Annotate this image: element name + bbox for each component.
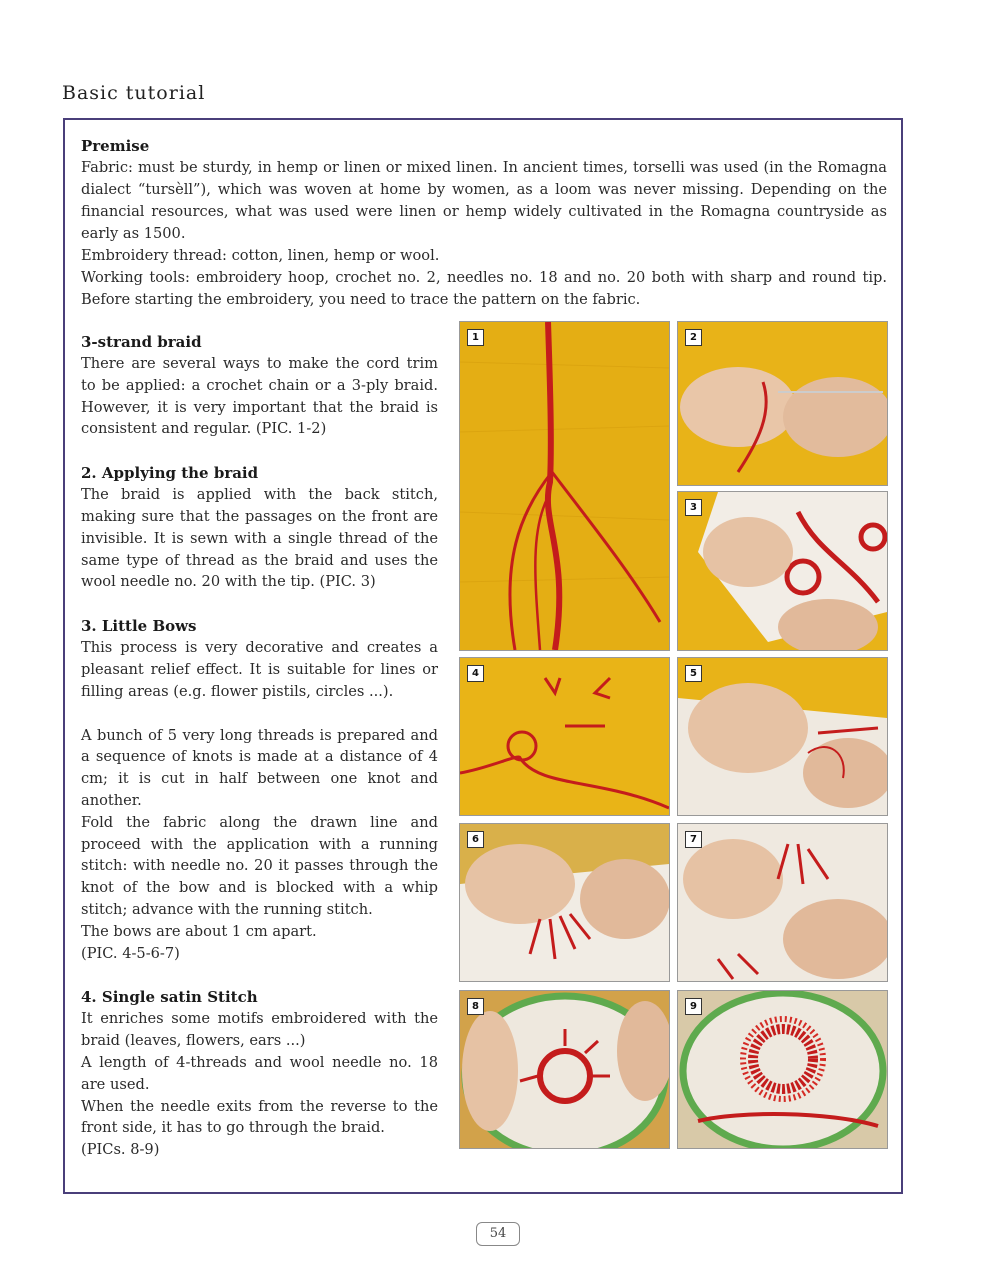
photo-number: 3 <box>685 499 702 516</box>
photo-number: 4 <box>467 665 484 682</box>
satin-heading: 4. Single satin Stitch <box>81 988 258 1007</box>
bows-text-3: Fold the fabric along the drawn line and proceed with the application with a running stitch: with needle no. 20 it passes through the knot of the bow and is blocked with a whip stitch; advance with the running stitch. <box>81 813 438 918</box>
photo-number: 2 <box>685 329 702 346</box>
photo-5 <box>677 657 888 816</box>
premise-block <box>81 135 887 311</box>
satin-text-1: It enriches some motifs embroidered with the braid (leaves, flowers, ears ...) <box>81 1010 438 1050</box>
photo-number: 6 <box>467 831 484 848</box>
photo-9 <box>677 990 888 1149</box>
photo-3 <box>677 491 888 651</box>
photo-7 <box>677 823 888 982</box>
bows-text-5: (PIC. 4-5-6-7) <box>81 944 180 962</box>
photo-number: 8 <box>467 998 484 1015</box>
satin-text-3: When the needle exits from the reverse to the front side, it has to go through the braid. <box>81 1097 438 1137</box>
bows-heading: 3. Little Bows <box>81 617 197 636</box>
braid-heading: 3-strand braid <box>81 333 202 351</box>
photo-4 <box>459 657 670 816</box>
satin-text-2: A length of 4-threads and wool needle no. 18 are used. <box>81 1053 438 1093</box>
photo-6 <box>459 823 670 982</box>
photo-number: 9 <box>685 998 702 1015</box>
applying-heading: 2. Applying the braid <box>81 464 259 483</box>
page-number: 54 <box>476 1222 520 1246</box>
photo-1 <box>459 321 670 651</box>
photo-number: 1 <box>467 329 484 346</box>
bows-text-1: This process is very decorative and creates a pleasant relief effect. It is suitable for lines or filling areas (e.g. flower pistils, circles ...). <box>81 639 438 700</box>
section-title: Basic tutorial <box>62 82 206 104</box>
instructions-column <box>81 331 438 1161</box>
photo-number: 7 <box>685 831 702 848</box>
premise-tools: Working tools: embroidery hoop, crochet no. 2, needles no. 18 and no. 20 both with sharp and round tip. Before starting the embroidery, you need to trace the pattern on the fabric. <box>81 269 887 308</box>
photo-number: 5 <box>685 665 702 682</box>
bows-text-2: A bunch of 5 very long threads is prepared and a sequence of knots is made at a distance of 4 cm; it is cut in half between one knot and another. <box>81 726 438 809</box>
applying-text: The braid is applied with the back stitch, making sure that the passages on the front are invisible. It is sewn with a single thread of the same type of thread as the braid and uses the wool needle no. 20 with the tip. (PIC. 3) <box>81 486 438 591</box>
braid-text: There are several ways to make the cord trim to be applied: a crochet chain or a 3-ply braid. However, it is very important that the braid is consistent and regular. (PIC. 1-2) <box>81 355 438 438</box>
premise-thread: Embroidery thread: cotton, linen, hemp or wool. <box>81 247 440 264</box>
photo-2 <box>677 321 888 486</box>
premise-heading: Premise <box>81 137 150 155</box>
bows-text-4: The bows are about 1 cm apart. <box>81 922 317 940</box>
satin-text-4: (PICs. 8-9) <box>81 1141 160 1159</box>
photo-8 <box>459 990 670 1149</box>
premise-fabric: Fabric: must be sturdy, in hemp or linen or mixed linen. In ancient times, torselli was used (in the Romagna dialect “tursèll”), which was woven at home by women, as a loom was never missing. Depending on the financial resources, what was used were linen or hemp widely cultivated in the Romagna countryside as early as 1500. <box>81 159 887 242</box>
